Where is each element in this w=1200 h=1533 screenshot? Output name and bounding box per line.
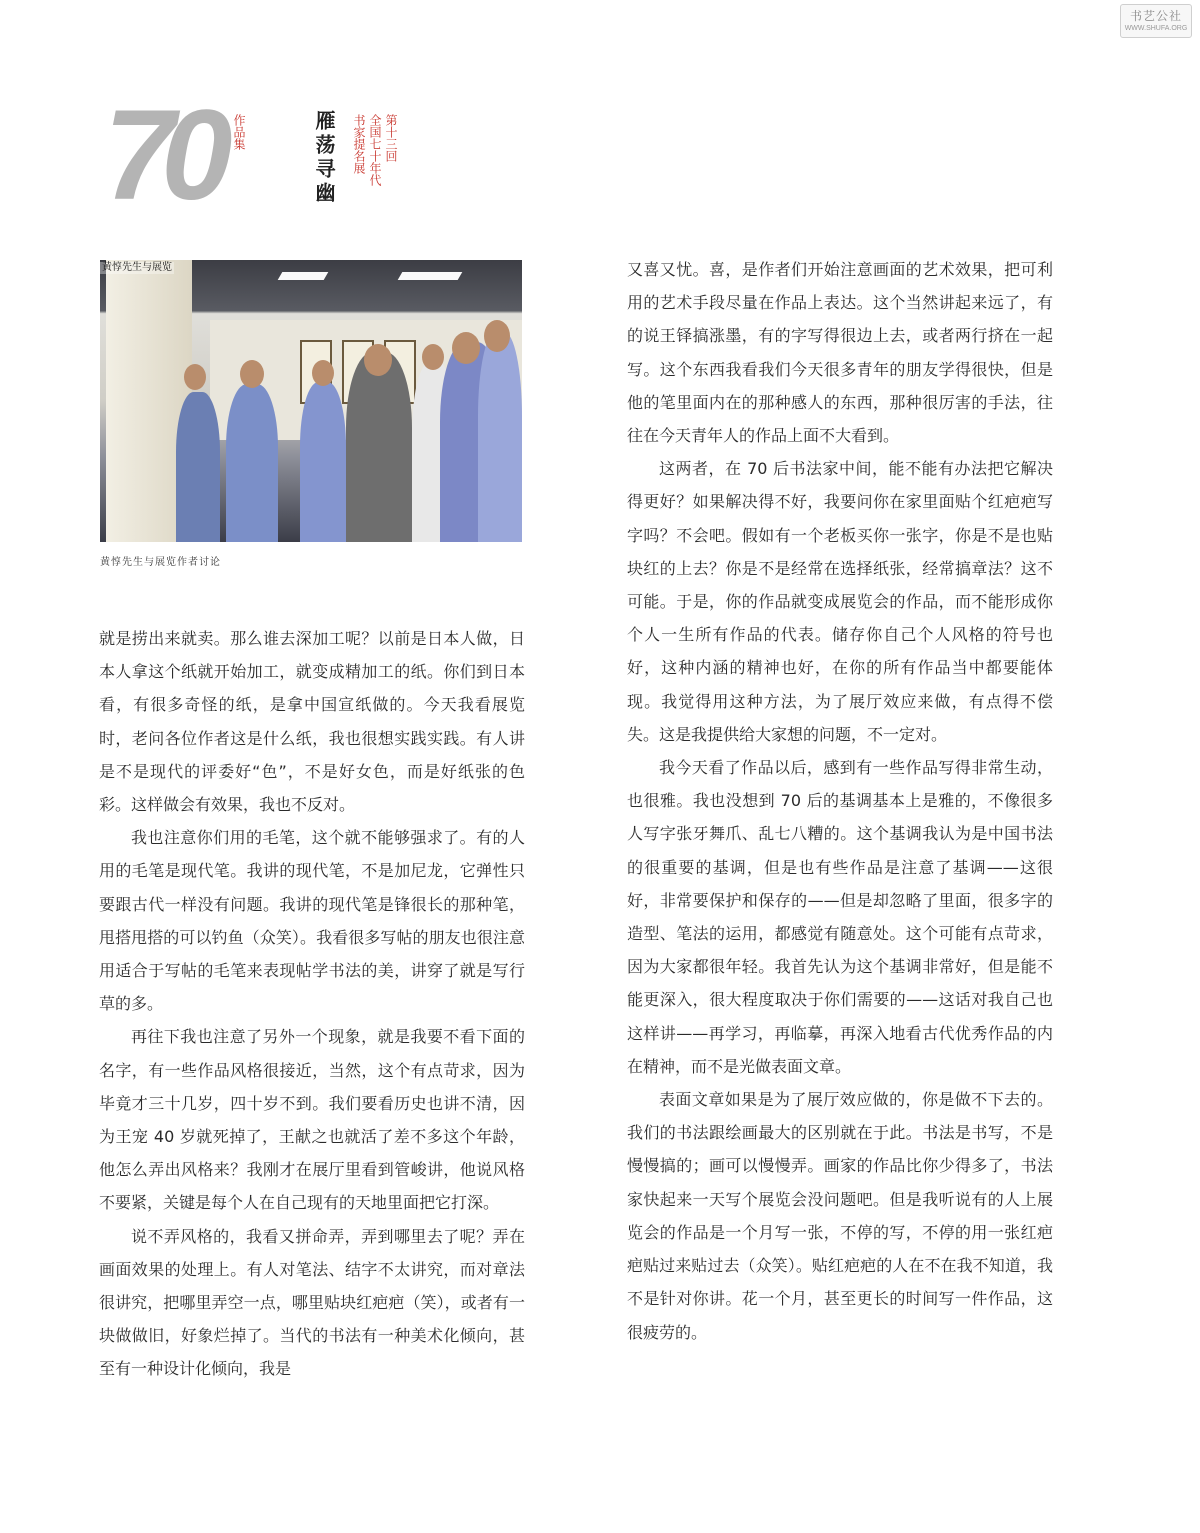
photo-ceiling-light — [278, 272, 329, 280]
photo-person-head — [452, 332, 480, 364]
watermark-url: WWW.SHUFA.ORG — [1124, 25, 1188, 32]
paragraph: 我今天看了作品以后，感到有一些作品写得非常生动，也很雅。我也没想到 70 后的基调基本上是雅的，不像很多人写字张牙舞爪、乱七八糟的。这个基调我认为是中国书法的很重要的基调，但是也有些作品是注意了基调——这很好，非常要保护和保存的——但是却忽略了里面，很多字的造型、笔法的运用，都感觉有随意处。这个可能有点苛求，因为大家都很年轻。我首先认为这个基调非常好，但是能不能更深入，很大程度取决于你们需要的——这话对我自己也这样讲——再学习，再临摹，再深入地看古代优秀作品的内在精神，而不是光做表面文章。 — [627, 758, 1053, 1076]
photo-person — [300, 382, 346, 542]
logo-line-3: 书家提名展 — [352, 114, 366, 174]
photo-person-head — [422, 344, 444, 370]
exhibition-logo — [104, 84, 398, 227]
photo-person-head — [484, 320, 510, 352]
photo-person-head — [364, 344, 392, 376]
photo-person — [346, 352, 412, 542]
watermark-name: 书艺公社 — [1129, 9, 1182, 23]
logo-line-2: 全国七十年代 — [368, 114, 382, 186]
logo-calligraphy: 雁荡寻幽 — [312, 110, 336, 206]
paragraph: 表面文章如果是为了展厅效应做的，你是做不下去的。我们的书法跟绘画最大的区别就在于此。书法是书写，不是慢慢搞的；画可以慢慢弄。画家的作品比你少得多了，书法家快起来一天写个展览会没问题吧。但是我听说有的人上展览会的作品是一个月写一张，不停的写，不停的用一张红疤疤贴过来贴过去（众笑）。贴红疤疤的人在不在我不知道，我不是针对你讲。花一个月，甚至更长的时间写一件作品，这很疲劳的。 — [627, 1090, 1053, 1342]
photo-overlay-caption: 黄惇先生与展览 — [102, 262, 172, 273]
right-column — [627, 253, 1053, 1349]
paragraph: 又喜又忧。喜，是作者们开始注意画面的艺术效果，把可利用的艺术手段尽量在作品上表达。这个当然讲起来远了，有的说王铎搞涨墨，有的字写得很边上去，或者两行挤在一起写。这个东西我看我们今天很多青年的朋友学得很快，但是他的笔里面内在的那种感人的东西，那种很厉害的手法，往往在今天青年人的作品上面不大看到。 — [627, 260, 1053, 446]
photo-ceiling-light — [398, 272, 463, 280]
paragraph: 这两者，在 70 后书法家中间，能不能有办法把它解决得更好？如果解决得不好，我要问你在家里面贴个红疤疤写字吗？不会吧。假如有一个老板买你一张字，你是不是也贴块红的上去？你是不是经常在选择纸张，经常搞章法？这不可能。于是，你的作品就变成展览会的作品，而不能形成你个人一生所有作品的代表。储存你自己个人风格的符号也好，这种内涵的精神也好，在你的所有作品当中都要能体现。我觉得用这种方法，为了展厅效应来做，有点得不偿失。这是我提供给大家想的问题，不一定对。 — [627, 459, 1053, 744]
photo-person — [226, 384, 278, 542]
photo-person-head — [184, 364, 206, 390]
photo-person — [176, 392, 220, 542]
logo-line-4: 作品集 — [232, 114, 246, 150]
paragraph: 再往下我也注意了另外一个现象，就是我要不看下面的名字，有一些作品风格很接近，当然，这个有点苛求，因为毕竟才三十几岁，四十岁不到。我们要看历史也讲不清，因为王宠 40 岁就死掉了，王献之也就活了差不多这个年龄，他怎么弄出风格来？我刚才在展厅里看到管峻讲，他说风格不要紧，关键是每个人在自己现有的天地里面把它打深。 — [99, 1027, 525, 1213]
paragraph: 我也注意你们用的毛笔，这个就不能够强求了。有的人用的毛笔是现代笔。我讲的现代笔，不是加尼龙，它弹性只要跟古代一样没有问题。我讲的现代笔是锋很长的那种笔，甩搭甩搭的可以钓鱼（众笑）。我看很多写帖的朋友也很注意用适合于写帖的毛笔来表现帖学书法的美，讲穿了就是写行草的多。 — [99, 828, 525, 1014]
photo-person — [478, 332, 522, 542]
photo-caption: 黄惇先生与展览作者讨论 — [100, 557, 221, 568]
paragraph: 就是捞出来就卖。那么谁去深加工呢？以前是日本人做，日本人拿这个纸就开始加工，就变成精加工的纸。你们到日本看，有很多奇怪的纸，是拿中国宣纸做的。今天我看展览时，老问各位作者这是什么纸，我也很想实践实践。有人讲是不是现代的评委好“色”，不是好女色，而是好纸张的色彩。这样做会有效果，我也不反对。 — [99, 629, 525, 815]
paragraph: 说不弄风格的，我看又拼命弄，弄到哪里去了呢？弄在画面效果的处理上。有人对笔法、结字不太讲究，而对章法很讲究，把哪里弄空一点，哪里贴块红疤疤（笑），或者有一块做做旧，好象烂掉了。当代的书法有一种美术化倾向，甚至有一种设计化倾向，我是 — [99, 1226, 525, 1379]
watermark-logo — [1120, 4, 1192, 38]
exhibition-photo — [100, 260, 522, 542]
photo-person-head — [240, 360, 264, 388]
logo-number: 70 — [104, 84, 219, 227]
left-column — [99, 622, 525, 1386]
photo-person-head — [312, 360, 334, 386]
logo-line-1: 第十三回 — [384, 114, 398, 162]
